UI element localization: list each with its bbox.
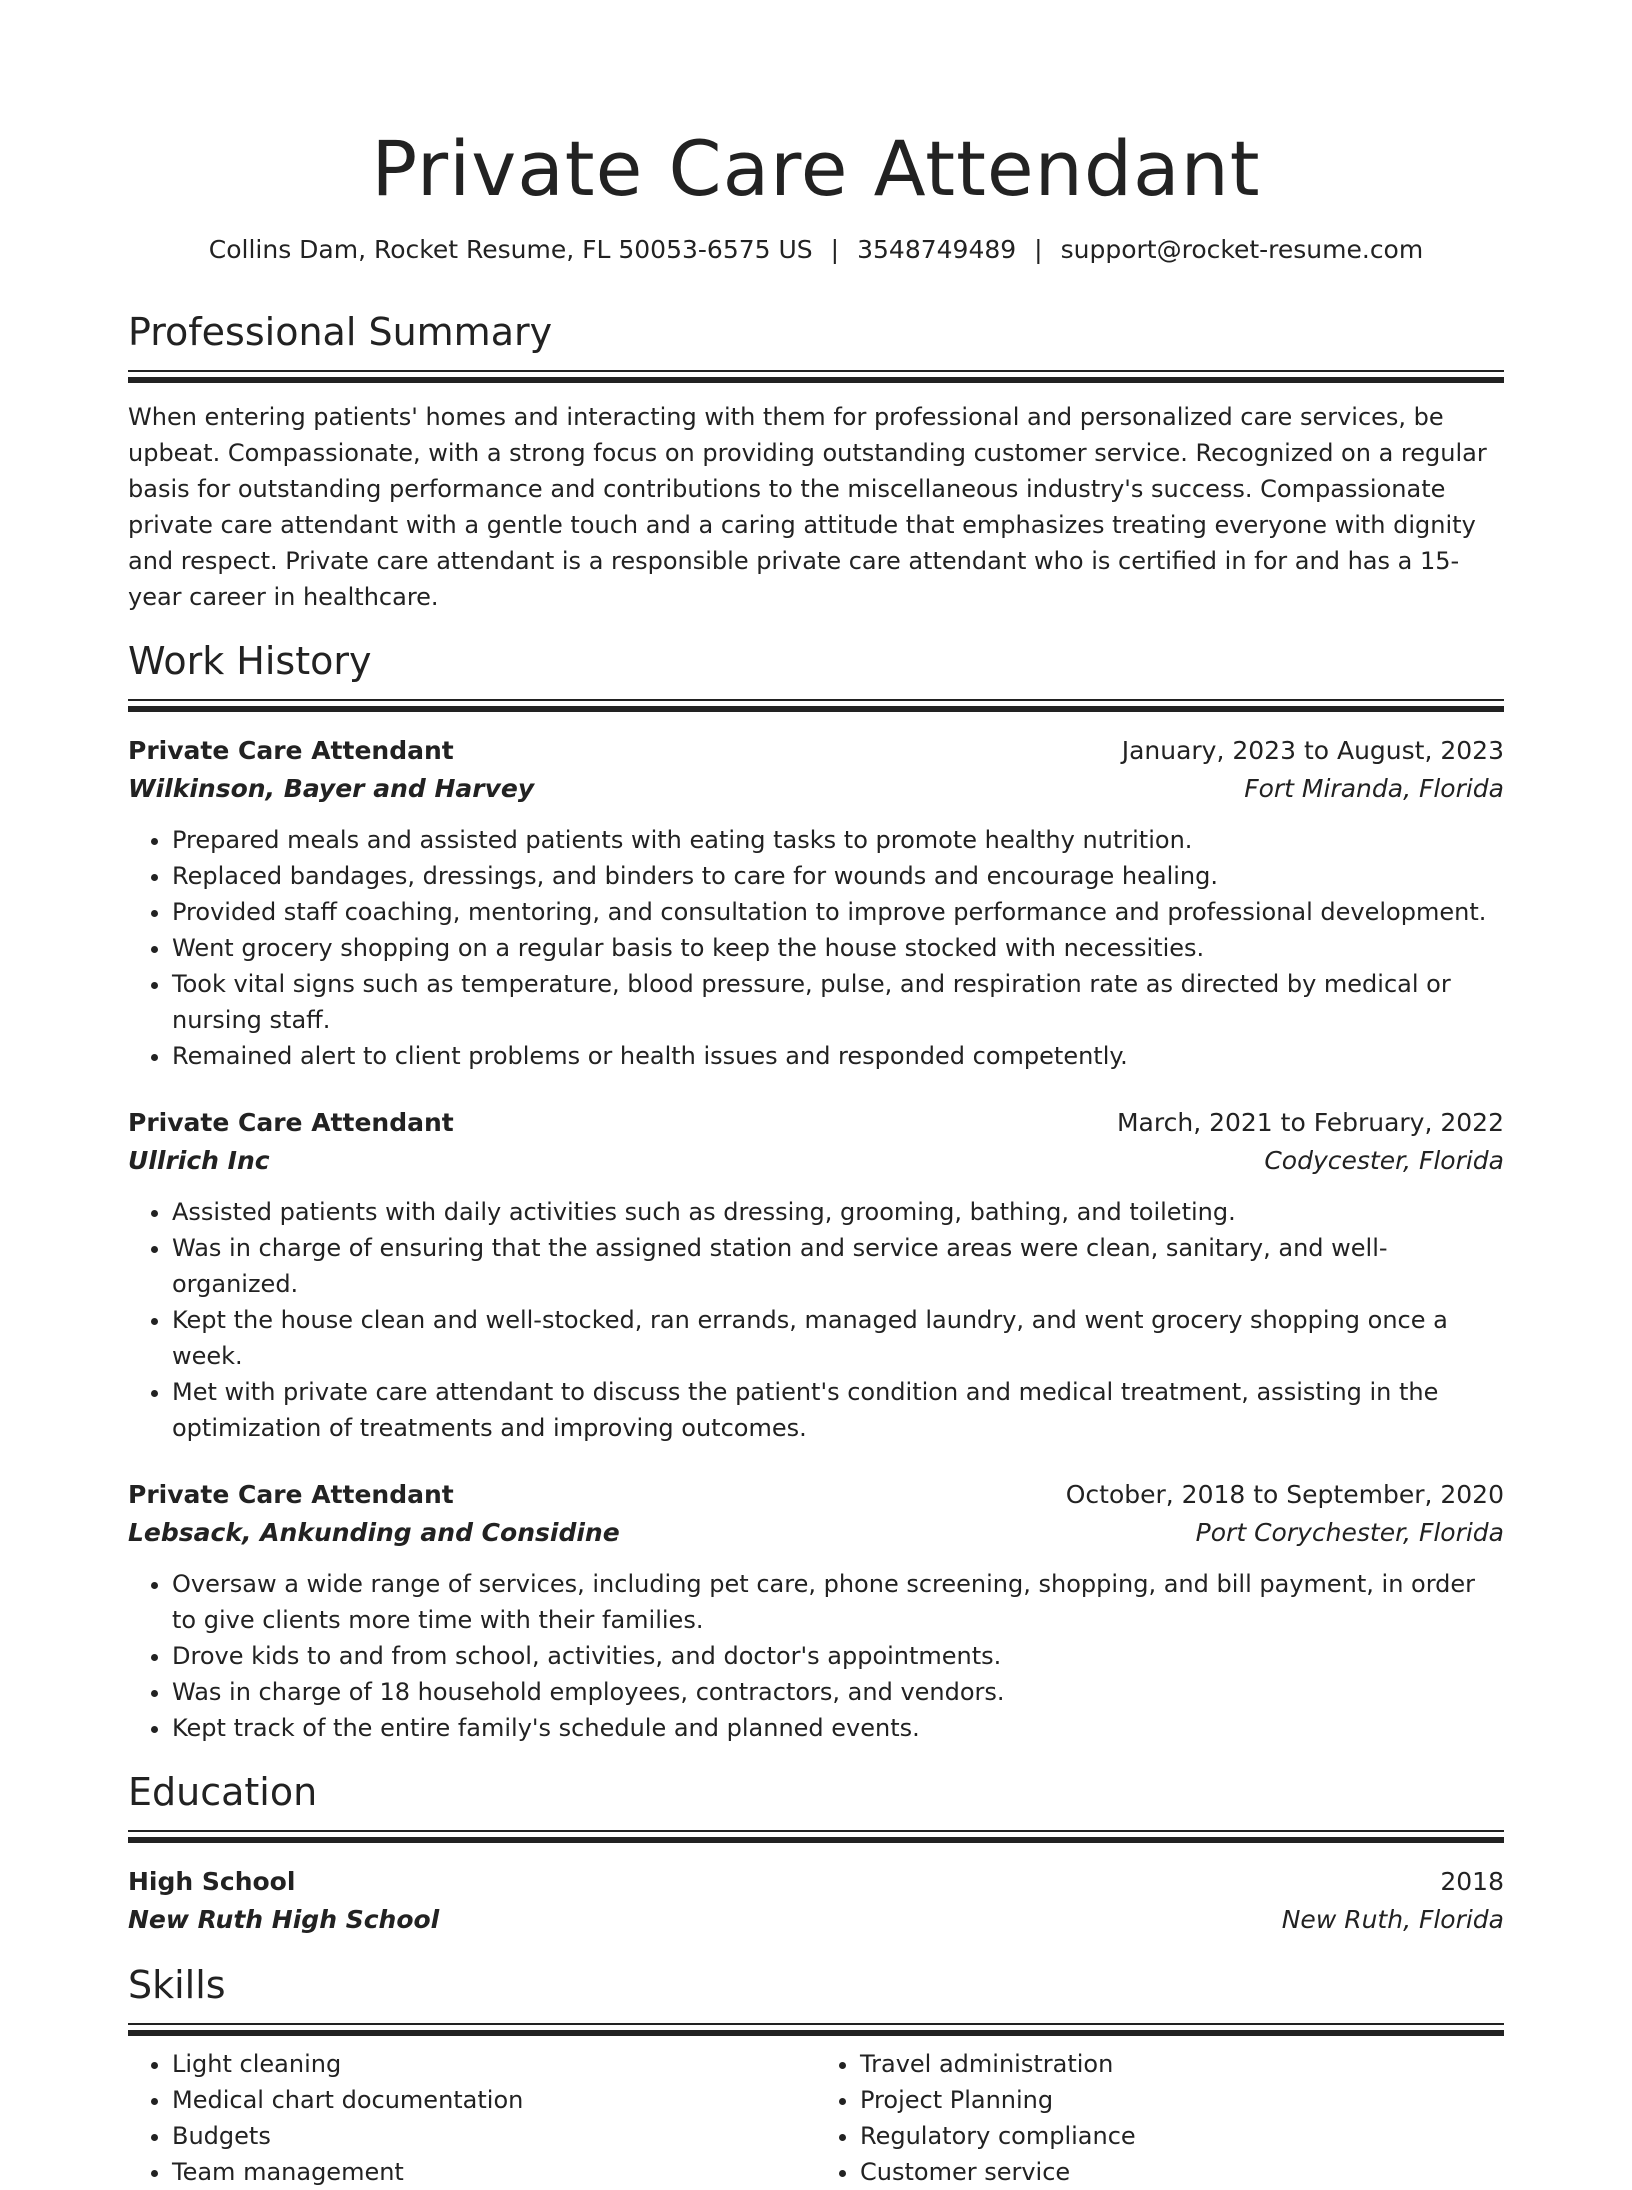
- job-role: Private Care Attendant: [128, 736, 454, 765]
- education-location: New Ruth, Florida: [1281, 1905, 1504, 1934]
- job-bullet: • Was in charge of 18 household employees, contractors, and vendors.: [172, 1674, 1504, 1710]
- skill-item: • Travel administration: [860, 2046, 1504, 2082]
- job-dates: October, 2018 to September, 2020: [1065, 1480, 1504, 1509]
- job-bullet: • Prepared meals and assisted patients with eating tasks to promote healthy nutrition.: [172, 822, 1504, 858]
- job-company: Wilkinson, Bayer and Harvey: [128, 774, 535, 803]
- job-bullets: [128, 1566, 1504, 1746]
- skills-column-left: [128, 2046, 816, 2190]
- skills-section: [128, 1961, 1504, 2190]
- job-bullet: • Was in charge of ensuring that the assigned station and service areas were clean, sanitary, and well-organized.: [172, 1230, 1504, 1302]
- education-school: New Ruth High School: [128, 1905, 440, 1934]
- section-divider: [128, 1830, 1504, 1843]
- contact-address: Collins Dam, Rocket Resume, FL 50053-6575 US: [208, 235, 813, 264]
- skill-item: • Light cleaning: [172, 2046, 816, 2082]
- job-role: Private Care Attendant: [128, 1108, 454, 1137]
- section-divider: [128, 699, 1504, 712]
- job-entry: [128, 732, 1504, 1074]
- contact-phone: 3548749489: [857, 235, 1017, 264]
- summary-text: When entering patients' homes and interacting with them for professional and personalized care services, be upbeat. Compassionate, with a strong focus on providing outstanding customer service. Recognized on a regular basis for outstanding performance and contributions to the miscellaneous industry's success. Compassionate private care attendant with a gentle touch and a caring attitude that emphasizes treating everyone with dignity and respect. Private care attendant is a responsible private care attendant who is certified in for and has a 15-year career in healthcare.: [128, 403, 1487, 611]
- section-title-skills: Skills: [128, 1963, 226, 2007]
- section-divider: [128, 370, 1504, 383]
- education-section: [128, 1768, 1504, 1939]
- education-degree: High School: [128, 1867, 296, 1896]
- skill-item: • Regulatory compliance: [860, 2118, 1504, 2154]
- job-role: Private Care Attendant: [128, 1480, 454, 1509]
- contact-line: [128, 234, 1504, 266]
- job-bullet: • Remained alert to client problems or health issues and responded competently.: [172, 1038, 1504, 1074]
- section-title-work-history: Work History: [128, 639, 372, 683]
- job-bullet: • Assisted patients with daily activities such as dressing, grooming, bathing, and toileting.: [172, 1194, 1504, 1230]
- section-title-education: Education: [128, 1770, 318, 1814]
- work-history-section: [128, 637, 1504, 1746]
- job-dates: January, 2023 to August, 2023: [1121, 736, 1504, 765]
- skill-item: • Team management: [172, 2154, 816, 2190]
- job-bullet: • Went grocery shopping on a regular basis to keep the house stocked with necessities.: [172, 930, 1504, 966]
- skills-column-right: [816, 2046, 1504, 2190]
- job-bullet: • Kept the house clean and well-stocked, ran errands, managed laundry, and went grocery shopping once a week.: [172, 1302, 1504, 1374]
- section-divider: [128, 2023, 1504, 2036]
- skill-item: • Customer service: [860, 2154, 1504, 2190]
- job-bullet: • Provided staff coaching, mentoring, and consultation to improve performance and professional development.: [172, 894, 1504, 930]
- section-title-summary: Professional Summary: [128, 310, 553, 354]
- job-bullet: • Met with private care attendant to discuss the patient's condition and medical treatment, assisting in the optimization of treatments and improving outcomes.: [172, 1374, 1504, 1446]
- job-company: Ullrich Inc: [128, 1146, 270, 1175]
- resume-name: Private Care Attendant: [371, 124, 1261, 213]
- job-bullet: • Replaced bandages, dressings, and binders to care for wounds and encourage healing.: [172, 858, 1504, 894]
- skills-grid: [128, 2046, 1504, 2190]
- education-year: 2018: [1440, 1867, 1504, 1896]
- job-bullet: • Took vital signs such as temperature, blood pressure, pulse, and respiration rate as directed by medical or nursing staff.: [172, 966, 1504, 1038]
- job-bullets: [128, 822, 1504, 1074]
- contact-email: support@rocket-resume.com: [1060, 235, 1424, 264]
- contact-separator: |: [830, 235, 840, 264]
- job-entry: [128, 1476, 1504, 1746]
- job-bullets: [128, 1194, 1504, 1446]
- summary-section: [128, 308, 1504, 615]
- job-location: Fort Miranda, Florida: [1244, 774, 1504, 803]
- job-location: Codycester, Florida: [1264, 1146, 1504, 1175]
- skill-item: • Medical chart documentation: [172, 2082, 816, 2118]
- contact-separator: |: [1034, 235, 1043, 264]
- skill-item: • Budgets: [172, 2118, 816, 2154]
- job-dates: March, 2021 to February, 2022: [1116, 1108, 1504, 1137]
- job-bullet: • Kept track of the entire family's schedule and planned events.: [172, 1710, 1504, 1746]
- education-entry: [128, 1863, 1504, 1939]
- job-entry: [128, 1104, 1504, 1446]
- job-bullet: • Oversaw a wide range of services, including pet care, phone screening, shopping, and bill payment, in order to give clients more time with their families.: [172, 1566, 1504, 1638]
- job-location: Port Corychester, Florida: [1195, 1518, 1504, 1547]
- skill-item: • Project Planning: [860, 2082, 1504, 2118]
- job-bullet: • Drove kids to and from school, activities, and doctor's appointments.: [172, 1638, 1504, 1674]
- job-company: Lebsack, Ankunding and Considine: [128, 1518, 620, 1547]
